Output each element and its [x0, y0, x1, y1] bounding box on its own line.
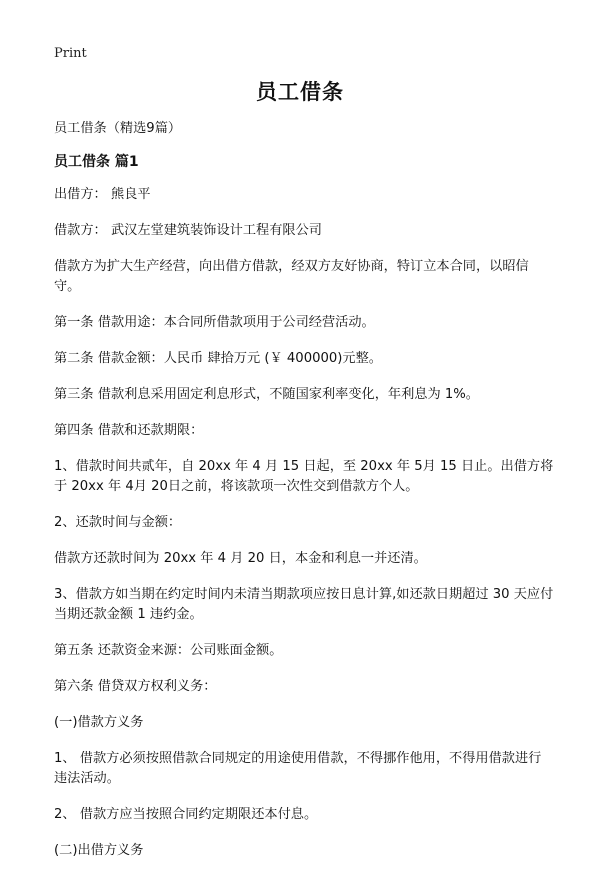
paragraph-clause-2: 2、还款时间与金额：	[54, 515, 182, 530]
paragraph-borrower-duties: (一)借款方义务	[54, 715, 144, 730]
paragraph-clause-3: 3、借款方如当期在约定时间内未清当期款项应按日息计算,如还款日期超过 30 天应付当期还款金额 1 违约金。	[54, 587, 554, 622]
paragraph-repayment-time: 借款方还款时间为 20xx 年 4 月 20 日，本金和利息一并还清。	[54, 551, 427, 566]
document-body	[54, 119, 554, 877]
paragraph-lender-duties: (二)出借方义务	[54, 843, 144, 858]
paragraph-borrower: 借款方： 武汉左堂建筑装饰设计工程有限公司	[54, 223, 322, 238]
paragraph-article-6: 第六条 借贷双方权利义务：	[54, 679, 217, 694]
paragraph-intro: 借款方为扩大生产经营，向出借方借款，经双方友好协商，特订立本合同，以昭信守。	[54, 259, 529, 294]
paragraph-duty-1: 1、 借款方必须按照借款合同规定的用途使用借款，不得挪作他用，不得用借款进行违法活动。	[54, 751, 542, 786]
print-label: Print	[54, 46, 87, 61]
section-heading: 员工借条 篇1	[54, 154, 139, 170]
paragraph-article-3: 第三条 借款利息采用固定利息形式，不随国家利率变化，年利息为 1%。	[54, 387, 479, 402]
paragraph-article-4: 第四条 借款和还款期限：	[54, 423, 204, 438]
paragraph-clause-1: 1、借款时间共贰年，自 20xx 年 4 月 15 日起，至 20xx 年 5月 15 日止。出借方将于 20xx 年 4月 20日之前，将该款项一次性交到借款方个人。	[54, 459, 554, 494]
document-subtitle: 员工借条（精选9篇）	[54, 121, 182, 136]
paragraph-lender: 出借方： 熊良平	[54, 187, 151, 202]
paragraph-article-5: 第五条 还款资金来源：公司账面金额。	[54, 643, 283, 658]
page-title: 员工借条	[256, 80, 344, 104]
paragraph-article-2: 第二条 借款金额：人民币 肆拾万元 (￥ 400000)元整。	[54, 351, 382, 366]
paragraph-article-1: 第一条 借款用途：本合同所借款项用于公司经营活动。	[54, 315, 375, 330]
paragraph-duty-2: 2、 借款方应当按照合同约定期限还本付息。	[54, 807, 318, 822]
